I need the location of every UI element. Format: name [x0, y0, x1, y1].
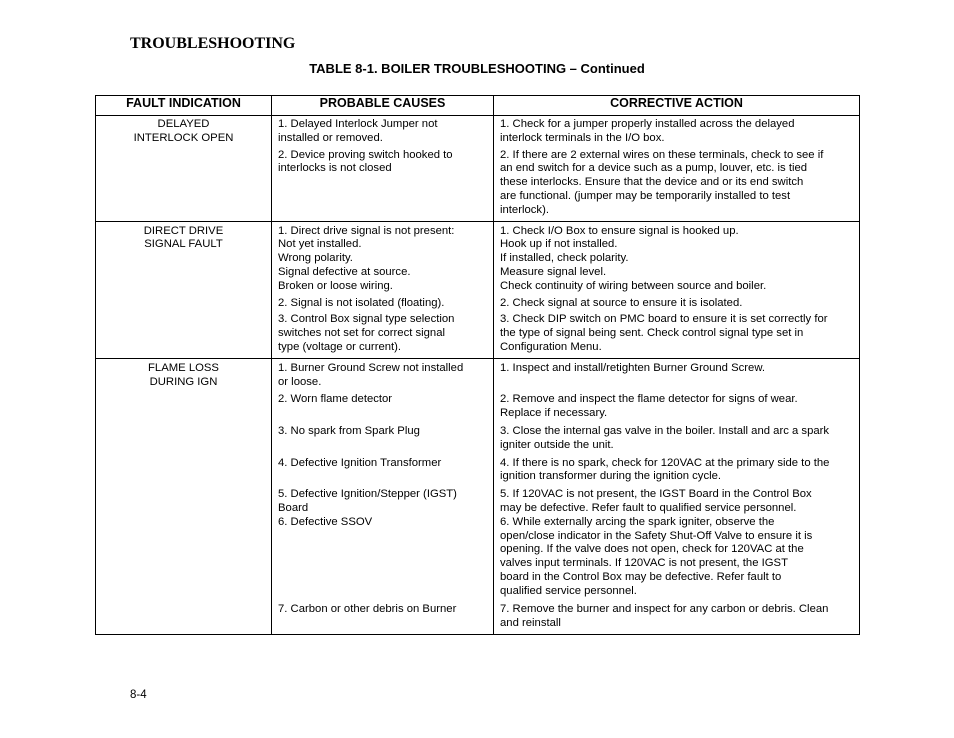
fault-indication-cell	[96, 221, 272, 358]
column-header-causes: PROBABLE CAUSES	[272, 96, 494, 116]
cause-item: 3. No spark from Spark Plug	[278, 424, 420, 437]
fault-indication-cell	[96, 358, 272, 635]
table-row	[96, 221, 860, 358]
fault-line: INTERLOCK OPEN	[133, 131, 234, 144]
action-item: 7. Remove the burner and inspect for any carbon or debris. Clean and reinstall	[500, 602, 829, 629]
cause-item: 1. Burner Ground Screw not installed or loose.	[278, 361, 464, 388]
cause-item: 1. Delayed Interlock Jumper not installed or removed.	[278, 118, 438, 144]
action-item: 2. Check signal at source to ensure it is isolated.	[500, 296, 743, 309]
cause-item: 5. Defective Ignition/Stepper (IGST) Board	[278, 488, 457, 514]
action-item: 4. If there is no spark, check for 120VAC at the primary side to the ignition transformer during the ignition cycle.	[500, 456, 830, 483]
action-item: 1. Check I/O Box to ensure signal is hooked up. Hook up if not installed. If installed, check polarity. Measure signal level. Check continuity of wiring between source and boiler.	[500, 224, 767, 292]
cause-item: 1. Direct drive signal is not present: Not yet installed. Wrong polarity. Signal defective at source. Broken or loose wiring.	[278, 224, 455, 292]
fault-line: DELAYED	[157, 118, 210, 130]
section-title: TROUBLESHOOTING	[130, 35, 296, 52]
column-header-actions: CORRECTIVE ACTION	[494, 96, 860, 116]
probable-causes-cell	[272, 116, 494, 222]
cause-item: 2. Signal is not isolated (floating).	[278, 296, 445, 309]
table-header-row	[96, 96, 860, 116]
column-header-fault: FAULT INDICATION	[96, 96, 272, 116]
fault-line: FLAME LOSS	[148, 361, 219, 374]
cause-item: 2. Worn flame detector	[278, 393, 393, 406]
corrective-action-cell	[494, 358, 860, 635]
fault-line: DIRECT DRIVE	[143, 224, 224, 237]
cause-item: 7. Carbon or other debris on Burner	[278, 602, 457, 615]
cause-item: 4. Defective Ignition Transformer	[278, 456, 442, 469]
corrective-action-cell	[494, 221, 860, 358]
action-item: 1. Inspect and install/retighten Burner Ground Screw.	[500, 361, 765, 374]
fault-line: DURING IGN	[149, 375, 218, 388]
corrective-action-cell	[494, 116, 860, 222]
table-title: TABLE 8-1. BOILER TROUBLESHOOTING – Continued	[309, 61, 645, 76]
probable-causes-cell	[272, 221, 494, 358]
cause-item: 6. Defective SSOV	[278, 515, 373, 528]
action-item: 5. If 120VAC is not present, the IGST Board in the Control Box may be defective. Refer fault to qualified service personnel.	[500, 488, 812, 514]
cause-item: 2. Device proving switch hooked to interlocks is not closed	[278, 148, 453, 175]
fault-line: SIGNAL FAULT	[144, 238, 223, 251]
fault-indication-cell	[96, 116, 272, 222]
action-item: 2. If there are 2 external wires on these terminals, check to see if an end switch for a device such as a pump, louver, etc. is tied these interlocks. Ensure that the device and or its end switch are functional. (jumper may be temporarily installed to test interlock).	[500, 148, 824, 216]
cause-item: 3. Control Box signal type selection switches not set for correct signal type (voltage or current).	[278, 313, 455, 353]
action-item: 3. Close the internal gas valve in the boiler. Install and arc a spark igniter outside the unit.	[500, 424, 830, 451]
action-item: 6. While externally arcing the spark igniter, observe the open/close indicator in the Safety Shut-Off Valve to ensure it is opening. If the valve does not open, check for 120VAC at the valves input terminals. If 120VAC is not present, the IGST board in the Control Box may be defective. Refer fault to qualified service personnel.	[500, 515, 813, 597]
table-row	[96, 116, 860, 222]
troubleshooting-table	[95, 95, 860, 635]
probable-causes-cell	[272, 358, 494, 635]
table-row	[96, 358, 860, 635]
page-number: 8-4	[130, 689, 147, 701]
action-item: 1. Check for a jumper properly installed across the delayed interlock terminals in the I/O box.	[500, 118, 795, 144]
action-item: 3. Check DIP switch on PMC board to ensure it is set correctly for the type of signal being sent. Check control signal type set in Configuration Menu.	[500, 313, 828, 353]
action-item: 2. Remove and inspect the flame detector for signs of wear. Replace if necessary.	[500, 393, 798, 420]
